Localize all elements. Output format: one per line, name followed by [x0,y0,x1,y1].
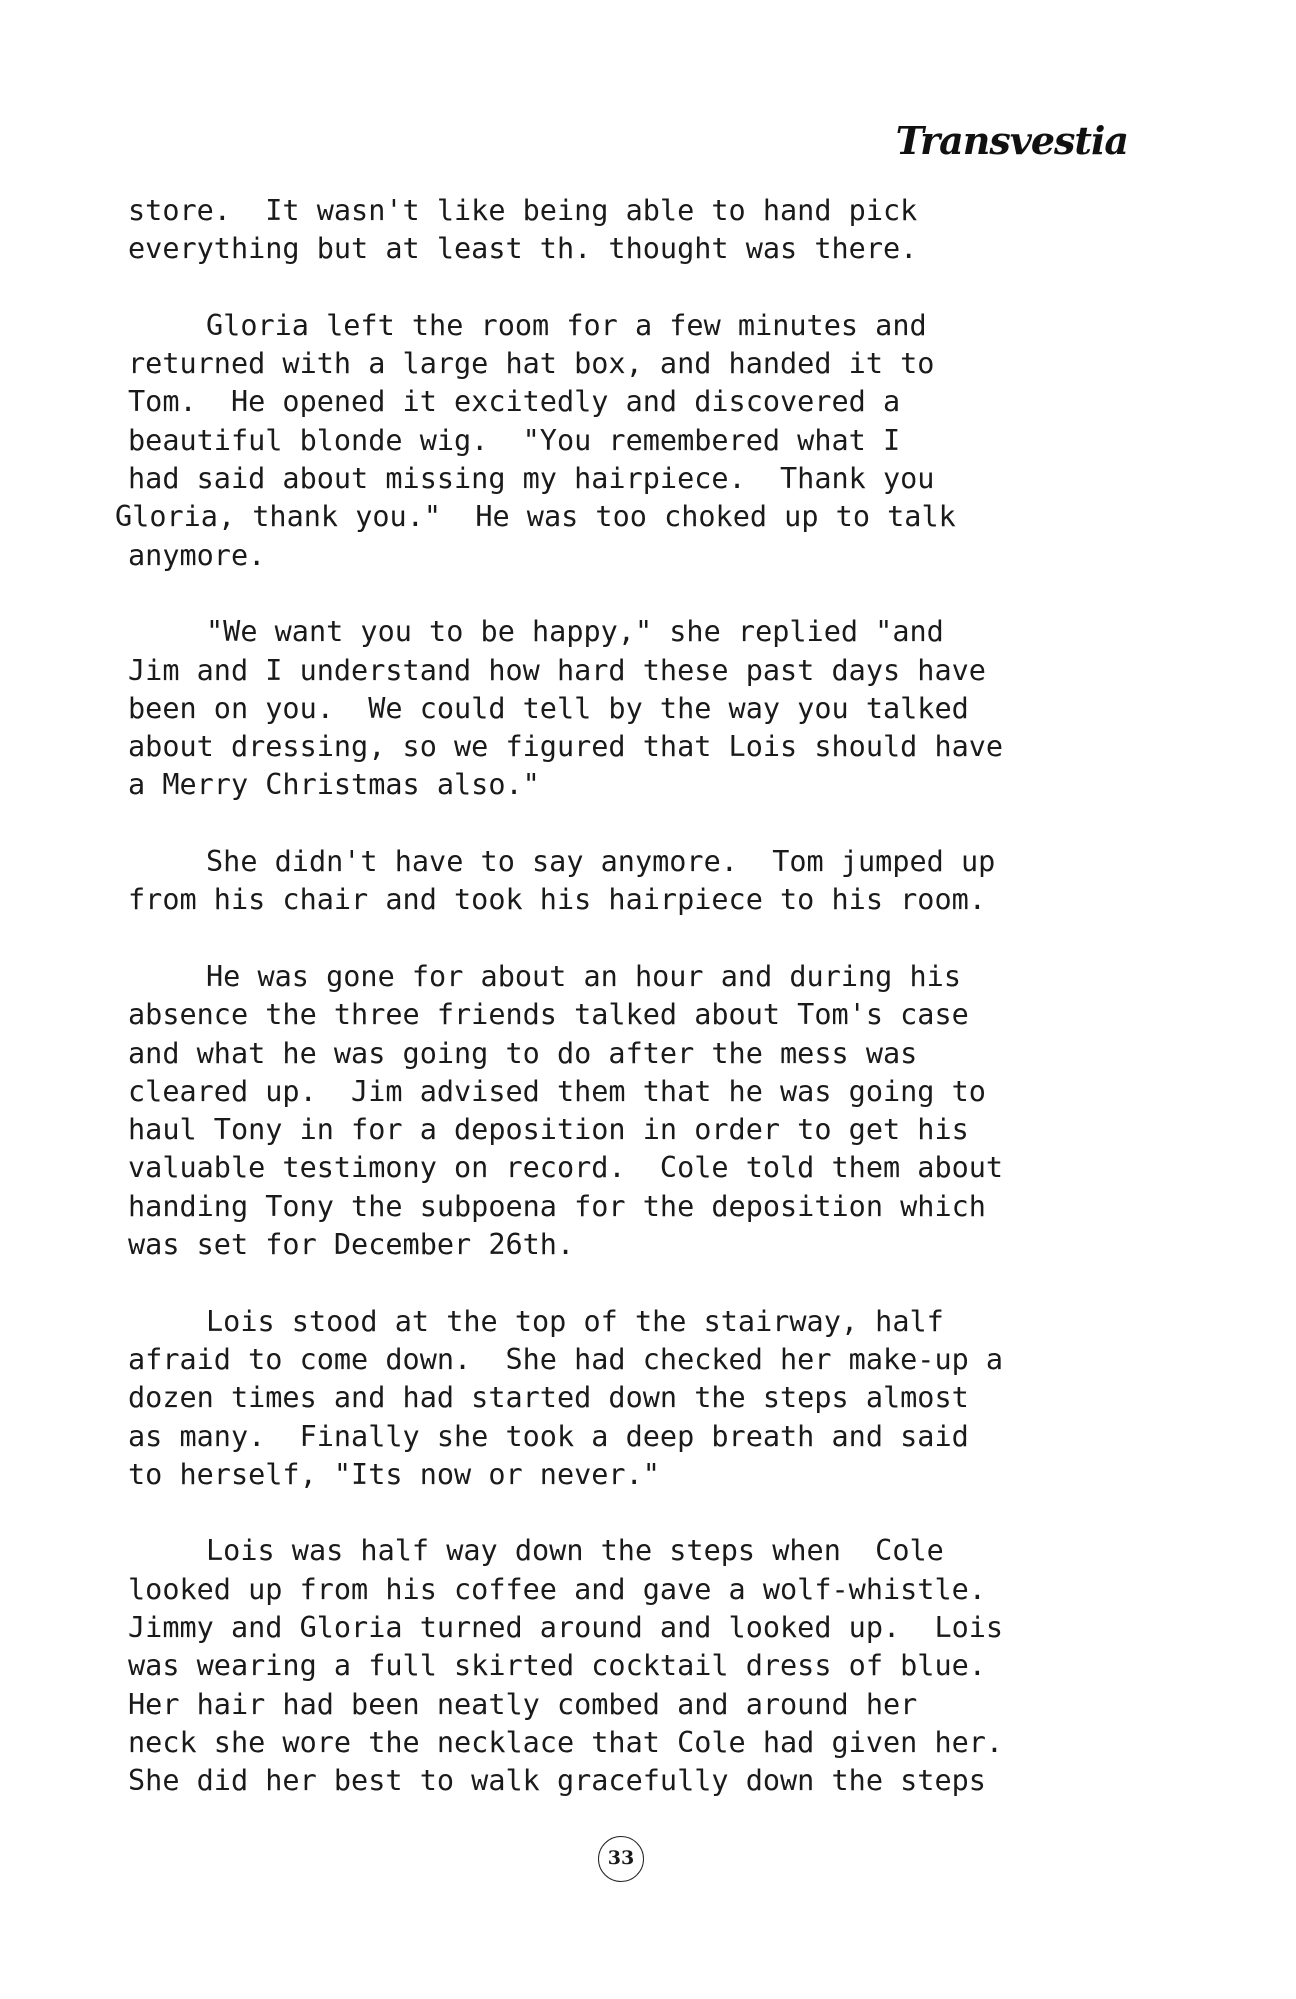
text-line: store. It wasn't like being able to hand pick [128,194,918,227]
paragraph-gap [128,805,1128,843]
text-line: cleared up. Jim advised them that he was going to [128,1074,986,1108]
text-line: everything but at least th. thought was there. [128,232,918,266]
text-line: afraid to come down. She had checked her make-up a [128,1342,1004,1376]
text-line: Lois was half way down the steps when Cole [206,1534,944,1568]
text-line: neck she wore the necklace that Cole had given her. [128,1725,1004,1759]
paragraph [128,843,1128,920]
text-line: absence the three friends talked about Tom's case [128,998,969,1032]
text-line: haul Tony in for a deposition in order to get his [128,1113,969,1147]
text-line: Her hair had been neatly combed and around her [128,1687,918,1721]
text-line: dozen times and had started down the steps almost [128,1381,969,1415]
text-line: had said about missing my hairpiece. Thank you [128,462,935,496]
paragraph [128,1303,1128,1494]
text-line: been on you. We could tell by the way you talked [128,691,969,725]
text-line: returned with a large hat box, and handed it to [128,347,935,381]
text-line: about dressing, so we figured that Lois should have [128,730,1004,764]
paragraph [128,958,1128,1264]
text-line: from his chair and took his hairpiece to his room. [128,883,986,917]
text-line: Gloria left the room for a few minutes and [206,308,927,342]
text-line: Tom. He opened it excitedly and discovered a [128,385,901,419]
body-text [115,192,1128,1800]
text-line: and what he was going to do after the mess was [128,1036,918,1070]
paragraph-gap [128,1494,1128,1532]
page-number: 33 [598,1836,644,1882]
paragraph-gap [128,920,1128,958]
text-line: "We want you to be happy," she replied "and [206,615,944,649]
text-line: was wearing a full skirted cocktail dress of blue. [128,1649,986,1683]
paragraph-gap [128,269,1128,307]
paragraph [128,1532,1128,1800]
text-line: Jimmy and Gloria turned around and looked up. Lois [128,1610,1004,1644]
text-line: valuable testimony on record. Cole told them about [128,1151,1004,1185]
text-line: Gloria, thank you." He was too choked up to talk [115,500,956,534]
text-line: as many. Finally she took a deep breath and said [128,1419,969,1453]
text-line: was set for December 26th. [128,1228,575,1262]
paragraph [128,613,1128,804]
paragraph-gap [128,575,1128,613]
text-line: a Merry Christmas also." [128,768,540,802]
text-line: She didn't have to say anymore. Tom jumped up [206,845,996,879]
text-line: She did her best to walk gracefully down the steps [128,1764,986,1798]
text-line: Lois stood at the top of the stairway, half [206,1304,944,1338]
paragraph-gap [128,1264,1128,1302]
text-line: anymore. [128,538,266,572]
text-line: handing Tony the subpoena for the deposition which [128,1189,986,1223]
paragraph [128,192,1128,269]
text-line: to herself, "Its now or never." [128,1457,660,1491]
text-line: looked up from his coffee and gave a wolf-whistle. [128,1572,986,1606]
text-line: beautiful blonde wig. "You remembered what I [128,423,901,457]
text-line: Jim and I understand how hard these past days have [128,653,986,687]
magazine-masthead: Transvestia [895,118,1128,163]
paragraph [115,307,1128,575]
text-line: He was gone for about an hour and during his [206,959,961,993]
